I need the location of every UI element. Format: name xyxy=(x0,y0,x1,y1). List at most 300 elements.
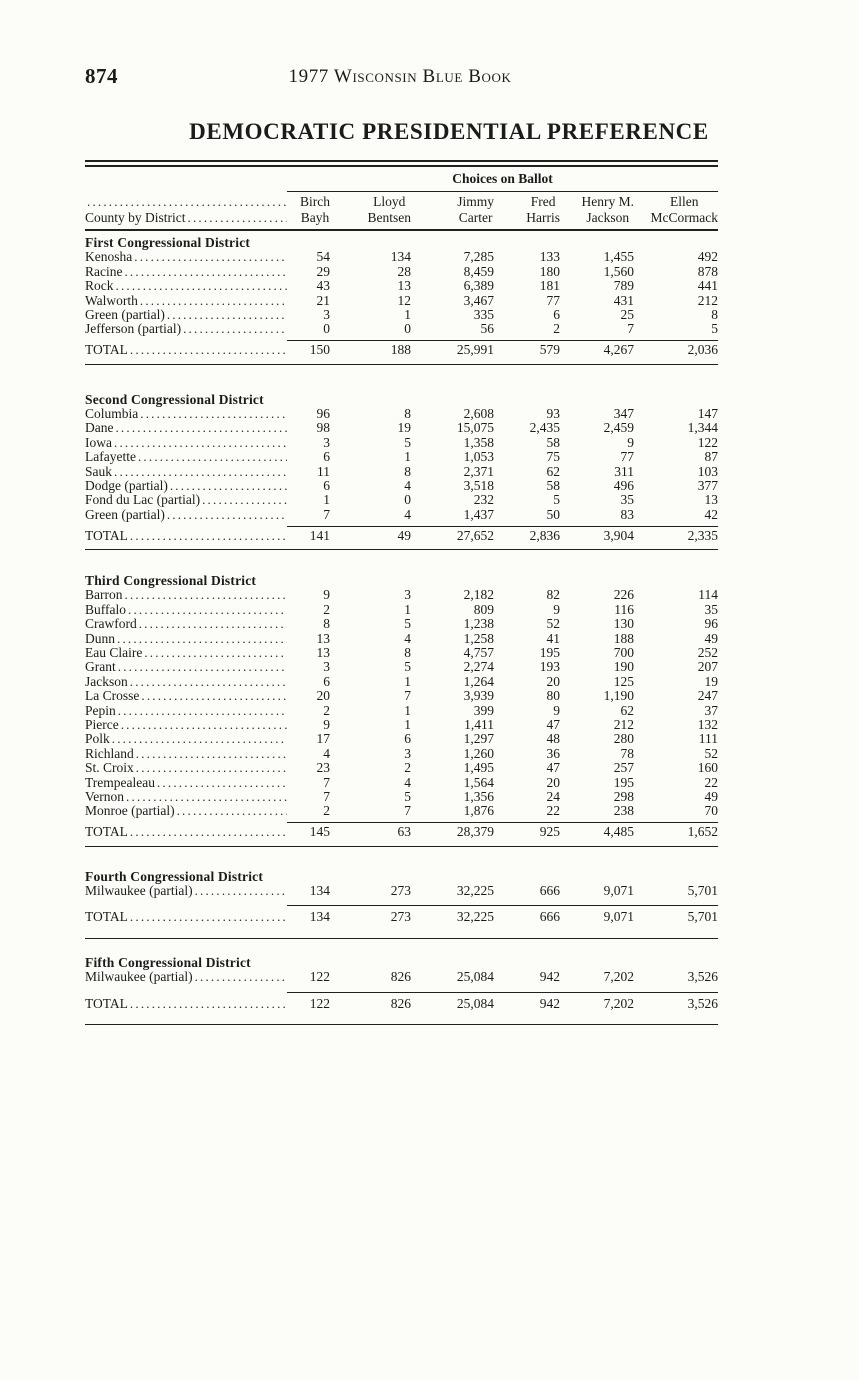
value-cell: 116 xyxy=(614,601,634,617)
value-cell: 150 xyxy=(309,342,330,358)
county-row xyxy=(85,718,718,732)
value-cell: 25,084 xyxy=(456,969,494,985)
value-cell: 6 xyxy=(323,673,330,689)
value-cell: 52 xyxy=(704,745,718,761)
county-name: Milwaukee (partial) xyxy=(85,883,193,898)
row-label-cell xyxy=(85,407,287,421)
county-row xyxy=(85,660,718,674)
value-cell: 7 xyxy=(627,321,634,337)
leader-dots xyxy=(128,603,287,617)
leader-dots xyxy=(114,465,287,479)
value-cell: 2,182 xyxy=(463,587,494,603)
value-cell: 8,459 xyxy=(463,263,494,279)
district-title: Fourth Congressional District xyxy=(85,868,264,884)
value-cell: 29 xyxy=(316,263,330,279)
value-cell: 122 xyxy=(697,434,718,450)
leader-dots xyxy=(116,279,288,293)
value-cell: 5,701 xyxy=(687,909,718,925)
value-cell: 17 xyxy=(316,731,330,747)
leader-dots xyxy=(136,761,287,775)
value-cell: 247 xyxy=(697,688,718,704)
value-cell: 2,371 xyxy=(463,463,494,479)
column-header-text xyxy=(526,194,560,226)
column-header-bayh xyxy=(287,194,330,226)
value-cell: 193 xyxy=(539,659,560,675)
leader-dots xyxy=(195,970,287,984)
county-name: Pepin xyxy=(85,703,116,718)
row-label-cell xyxy=(85,970,287,984)
value-cell: 24 xyxy=(546,788,560,804)
total-row xyxy=(85,825,718,839)
value-cell: 9,071 xyxy=(603,909,634,925)
county-name: Dane xyxy=(85,421,114,436)
leader-dots xyxy=(195,884,287,898)
total-separator-rule xyxy=(287,340,718,341)
column-header-harris xyxy=(494,194,560,226)
value-cell: 5 xyxy=(404,434,411,450)
leader-dots xyxy=(130,529,287,543)
county-row xyxy=(85,250,718,264)
value-cell: 22 xyxy=(704,774,718,790)
leader-dots xyxy=(115,421,287,435)
county-name: Richland xyxy=(85,746,134,761)
county-name: Rock xyxy=(85,279,114,294)
candidate-last-name: Bayh xyxy=(300,210,330,225)
value-cell: 1,411 xyxy=(464,716,494,732)
value-cell: 3,526 xyxy=(687,995,718,1011)
county-by-district-label: County by District ..... xyxy=(85,210,287,226)
value-cell: 1 xyxy=(404,702,411,718)
value-cell: 1,190 xyxy=(603,688,634,704)
column-header-carter xyxy=(411,194,494,226)
row-label-cell xyxy=(85,825,287,839)
value-cell: 41 xyxy=(546,630,560,646)
candidate-last-name: McCormack xyxy=(650,210,718,225)
value-cell: 3 xyxy=(323,659,330,675)
county-row xyxy=(85,704,718,718)
county-row xyxy=(85,884,718,898)
value-cell: 942 xyxy=(539,969,560,985)
preference-table xyxy=(85,160,718,1025)
value-cell: 27,652 xyxy=(456,527,494,543)
value-cell: 35 xyxy=(704,601,718,617)
row-label-cell xyxy=(85,465,287,479)
row-label-cell xyxy=(85,884,287,898)
leader-dots xyxy=(130,675,287,689)
value-cell: 2 xyxy=(404,760,411,776)
value-cell: 3 xyxy=(323,306,330,322)
value-cell: 809 xyxy=(473,601,494,617)
candidate-last-name: Bentsen xyxy=(367,210,411,225)
value-cell: 207 xyxy=(697,659,718,675)
value-cell: 13 xyxy=(704,492,718,508)
candidate-column-headers xyxy=(287,194,718,226)
value-cell: 2,335 xyxy=(687,527,718,543)
value-cell: 160 xyxy=(697,760,718,776)
row-label-cell xyxy=(85,804,287,818)
value-cell: 58 xyxy=(546,434,560,450)
value-cell: 9,071 xyxy=(603,882,634,898)
county-row xyxy=(85,776,718,790)
value-cell: 78 xyxy=(620,745,634,761)
value-cell: 4,267 xyxy=(603,342,634,358)
value-cell: 399 xyxy=(473,702,494,718)
county-row xyxy=(85,407,718,421)
county-name: Racine xyxy=(85,264,123,279)
value-cell: 35 xyxy=(620,492,634,508)
value-cell: 7 xyxy=(323,774,330,790)
value-cell: 3,939 xyxy=(463,688,494,704)
county-name: Jefferson (partial) xyxy=(85,322,182,337)
candidate-last-name: Carter xyxy=(458,210,493,225)
value-cell: 700 xyxy=(613,644,634,660)
county-row xyxy=(85,588,718,602)
county-name: Lafayette xyxy=(85,450,136,465)
county-row xyxy=(85,970,718,984)
value-cell: 9 xyxy=(553,702,560,718)
county-name: Crawford xyxy=(85,617,137,632)
value-cell: 273 xyxy=(390,882,411,898)
column-header-text xyxy=(368,194,412,226)
value-cell: 232 xyxy=(473,492,494,508)
value-cell: 1,560 xyxy=(603,263,634,279)
value-cell: 377 xyxy=(697,477,718,493)
county-row xyxy=(85,732,718,746)
county-name: Kenosha xyxy=(85,250,133,265)
row-label-cell xyxy=(85,997,287,1011)
value-cell: 280 xyxy=(613,731,634,747)
row-label-cell xyxy=(85,761,287,775)
district-section xyxy=(85,393,718,550)
leader-dots xyxy=(177,804,287,818)
value-cell: 5,701 xyxy=(687,882,718,898)
value-cell: 28 xyxy=(397,263,411,279)
value-cell: 83 xyxy=(620,506,634,522)
row-label-cell xyxy=(85,279,287,293)
value-cell: 878 xyxy=(697,263,718,279)
value-cell: 49 xyxy=(704,788,718,804)
value-cell: 50 xyxy=(546,506,560,522)
row-label-cell xyxy=(85,617,287,631)
value-cell: 1,652 xyxy=(687,824,718,840)
value-cell: 48 xyxy=(546,731,560,747)
value-cell: 2,836 xyxy=(529,527,560,543)
leader-dots xyxy=(138,450,287,464)
row-label-cell xyxy=(85,493,287,507)
value-cell: 252 xyxy=(697,644,718,660)
column-header-row xyxy=(85,194,718,226)
value-cell: 195 xyxy=(539,644,560,660)
value-cell: 238 xyxy=(613,803,634,819)
county-name: Pierce xyxy=(85,717,119,732)
value-cell: 335 xyxy=(473,306,494,322)
value-cell: 3,467 xyxy=(463,292,494,308)
choices-on-ballot-header: Choices on Ballot xyxy=(452,171,553,186)
value-cell: 3 xyxy=(323,434,330,450)
row-label-cell xyxy=(85,732,287,746)
total-separator-rule xyxy=(287,905,718,906)
leader-dots xyxy=(167,508,287,522)
district-title: First Congressional District xyxy=(85,235,251,250)
row-label-cell xyxy=(85,776,287,790)
value-cell: 132 xyxy=(697,716,718,732)
value-cell: 4 xyxy=(323,745,330,761)
county-name: Barron xyxy=(85,588,123,603)
value-cell: 0 xyxy=(404,321,411,337)
value-cell: 25,084 xyxy=(456,995,494,1011)
county-row xyxy=(85,436,718,450)
row-label-cell xyxy=(85,294,287,308)
value-cell: 9 xyxy=(323,716,330,732)
county-row xyxy=(85,465,718,479)
county-row xyxy=(85,479,718,493)
value-cell: 82 xyxy=(546,587,560,603)
value-cell: 1,258 xyxy=(463,630,494,646)
value-cell: 25 xyxy=(620,306,634,322)
value-cell: 666 xyxy=(539,909,560,925)
value-cell: 431 xyxy=(613,292,634,308)
value-cell: 195 xyxy=(613,774,634,790)
value-cell: 6,389 xyxy=(463,278,494,294)
leader-dots xyxy=(124,265,287,279)
value-cell: 496 xyxy=(613,477,634,493)
leader-dots xyxy=(183,322,287,336)
value-cell: 11 xyxy=(317,463,330,479)
leader-dots xyxy=(157,776,287,790)
value-cell: 2,608 xyxy=(463,406,494,422)
value-cell: 4 xyxy=(404,774,411,790)
value-cell: 80 xyxy=(546,688,560,704)
value-cell: 1 xyxy=(404,449,411,465)
value-cell: 19 xyxy=(704,673,718,689)
row-label-cell xyxy=(85,343,287,357)
value-cell: 1,495 xyxy=(463,760,494,776)
row-label-cell xyxy=(85,704,287,718)
value-cell: 145 xyxy=(309,824,330,840)
value-cell: 5 xyxy=(711,321,718,337)
value-cell: 7 xyxy=(404,688,411,704)
value-cell: 1 xyxy=(404,716,411,732)
value-cell: 1 xyxy=(404,306,411,322)
value-cell: 134 xyxy=(309,909,330,925)
row-label-cell xyxy=(85,603,287,617)
county-row xyxy=(85,632,718,646)
value-cell: 2 xyxy=(323,803,330,819)
leader-dots xyxy=(167,308,287,322)
value-cell: 2,435 xyxy=(529,420,560,436)
county-name: Grant xyxy=(85,660,116,675)
candidate-first-name: Henry M. xyxy=(581,194,634,209)
value-cell: 7,202 xyxy=(603,995,634,1011)
candidate-first-name: Birch xyxy=(300,194,330,209)
row-label-cell xyxy=(85,660,287,674)
value-cell: 62 xyxy=(546,463,560,479)
value-cell: 180 xyxy=(539,263,560,279)
value-cell: 21 xyxy=(316,292,330,308)
column-header-text xyxy=(651,194,718,226)
row-label-cell xyxy=(85,479,287,493)
district-section xyxy=(85,574,718,847)
value-cell: 13 xyxy=(316,630,330,646)
leader-dots xyxy=(136,747,287,761)
value-cell: 47 xyxy=(546,716,560,732)
value-cell: 9 xyxy=(323,587,330,603)
value-cell: 134 xyxy=(309,882,330,898)
section-bottom-rule xyxy=(85,938,718,939)
value-cell: 9 xyxy=(627,434,634,450)
value-cell: 49 xyxy=(397,527,411,543)
value-cell: 8 xyxy=(404,463,411,479)
county-name: Polk xyxy=(85,732,110,747)
value-cell: 1,260 xyxy=(463,745,494,761)
leader-dots xyxy=(112,732,287,746)
leader-dots xyxy=(139,617,287,631)
value-cell: 4 xyxy=(404,506,411,522)
value-cell: 212 xyxy=(613,716,634,732)
leader-dots xyxy=(141,689,287,703)
county-name: Walworth xyxy=(85,293,138,308)
county-row xyxy=(85,508,718,522)
value-cell: 6 xyxy=(323,449,330,465)
column-header-text xyxy=(457,194,494,226)
row-label-cell xyxy=(85,529,287,543)
county-row xyxy=(85,294,718,308)
county-name: Green (partial) xyxy=(85,307,165,322)
value-cell: 3,904 xyxy=(603,527,634,543)
value-cell: 98 xyxy=(316,420,330,436)
value-cell: 2 xyxy=(323,601,330,617)
value-cell: 19 xyxy=(397,420,411,436)
value-cell: 257 xyxy=(613,760,634,776)
value-cell: 9 xyxy=(553,601,560,617)
value-cell: 1,455 xyxy=(603,249,634,265)
leader-dots xyxy=(134,250,287,264)
county-name: La Crosse xyxy=(85,689,140,704)
leader-dots xyxy=(117,632,287,646)
total-label: TOTAL xyxy=(85,825,128,840)
total-label: TOTAL xyxy=(85,910,128,925)
row-label-cell xyxy=(85,790,287,804)
value-cell: 147 xyxy=(697,406,718,422)
value-cell: 5 xyxy=(404,788,411,804)
value-cell: 47 xyxy=(546,760,560,776)
district-section xyxy=(85,236,718,365)
value-cell: 4 xyxy=(404,477,411,493)
county-row xyxy=(85,322,718,336)
value-cell: 347 xyxy=(613,406,634,422)
value-cell: 1,297 xyxy=(463,731,494,747)
value-cell: 32,225 xyxy=(456,882,494,898)
value-cell: 134 xyxy=(390,249,411,265)
value-cell: 826 xyxy=(390,995,411,1011)
value-cell: 7 xyxy=(404,803,411,819)
value-cell: 2,036 xyxy=(687,342,718,358)
value-cell: 141 xyxy=(309,527,330,543)
value-cell: 181 xyxy=(539,278,560,294)
row-label-cell xyxy=(85,910,287,924)
value-cell: 63 xyxy=(397,824,411,840)
value-cell: 23 xyxy=(316,760,330,776)
county-name: Fond du Lac (partial) xyxy=(85,493,201,508)
table-top-double-rule xyxy=(85,160,718,167)
county-name: Trempealeau xyxy=(85,775,155,790)
district-title: Fifth Congressional District xyxy=(85,954,251,970)
row-label-cell xyxy=(85,421,287,435)
value-cell: 7,202 xyxy=(603,969,634,985)
county-name: Green (partial) xyxy=(85,507,165,522)
leader-dots xyxy=(121,718,287,732)
value-cell: 8 xyxy=(404,406,411,422)
value-cell: 43 xyxy=(316,278,330,294)
county-name: St. Croix xyxy=(85,761,134,776)
value-cell: 52 xyxy=(546,616,560,632)
row-label-cell xyxy=(85,689,287,703)
value-cell: 7,285 xyxy=(463,249,494,265)
value-cell: 441 xyxy=(697,278,718,294)
value-cell: 789 xyxy=(613,278,634,294)
value-cell: 32,225 xyxy=(456,909,494,925)
value-cell: 1 xyxy=(404,673,411,689)
value-cell: 2,459 xyxy=(603,420,634,436)
county-row xyxy=(85,617,718,631)
county-row xyxy=(85,646,718,660)
county-row xyxy=(85,603,718,617)
row-label-cell xyxy=(85,508,287,522)
value-cell: 273 xyxy=(390,909,411,925)
county-row xyxy=(85,308,718,322)
value-cell: 96 xyxy=(316,406,330,422)
value-cell: 226 xyxy=(613,587,634,603)
county-row xyxy=(85,689,718,703)
leader-dots xyxy=(126,790,287,804)
total-row xyxy=(85,997,718,1011)
county-row xyxy=(85,747,718,761)
row-label-cell xyxy=(85,308,287,322)
total-separator-rule xyxy=(287,526,718,527)
row-label-cell xyxy=(85,675,287,689)
value-cell: 3,526 xyxy=(687,969,718,985)
value-cell: 3 xyxy=(404,745,411,761)
value-cell: 0 xyxy=(323,321,330,337)
value-cell: 4,485 xyxy=(603,824,634,840)
value-cell: 925 xyxy=(539,824,560,840)
district-section xyxy=(85,956,718,1025)
row-label-header-cell xyxy=(85,194,287,226)
county-name: Buffalo xyxy=(85,602,126,617)
value-cell: 212 xyxy=(697,292,718,308)
county-name: Dodge (partial) xyxy=(85,478,168,493)
candidate-first-name: Jimmy xyxy=(457,194,494,209)
value-cell: 666 xyxy=(539,882,560,898)
row-label-cell xyxy=(85,718,287,732)
value-cell: 87 xyxy=(704,449,718,465)
county-row xyxy=(85,421,718,435)
total-row xyxy=(85,343,718,357)
value-cell: 37 xyxy=(704,702,718,718)
value-cell: 15,075 xyxy=(456,420,494,436)
leader-dots xyxy=(130,910,287,924)
candidate-first-name: Fred xyxy=(530,194,556,209)
section-bottom-rule xyxy=(85,846,718,847)
column-header-text xyxy=(300,194,330,226)
district-title: Third Congressional District xyxy=(85,573,257,589)
value-cell: 1,238 xyxy=(463,616,494,632)
value-cell: 8 xyxy=(404,644,411,660)
district-sections xyxy=(85,236,718,1025)
value-cell: 942 xyxy=(539,995,560,1011)
value-cell: 56 xyxy=(480,321,494,337)
county-name: Vernon xyxy=(85,789,124,804)
